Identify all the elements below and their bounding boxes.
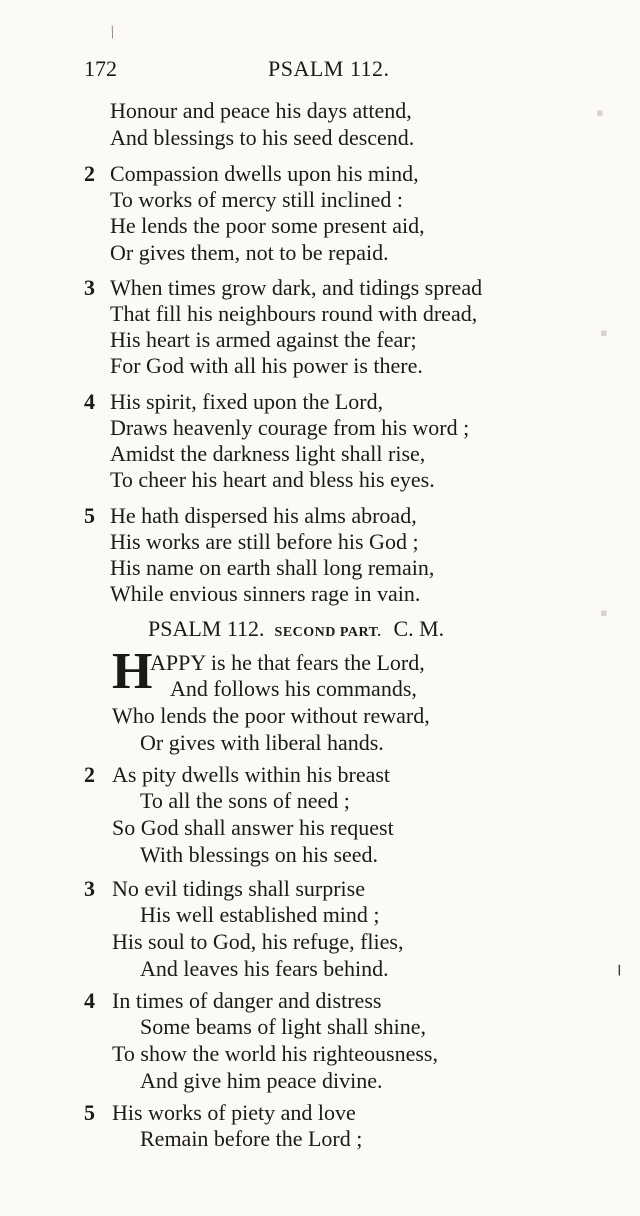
section-meter: C. M. (393, 616, 445, 641)
pencil-mark-icon: / (106, 21, 119, 43)
hymn-line: And leaves his fears behind. (140, 956, 389, 981)
hymn-line: Some beams of light shall shine, (140, 1014, 426, 1039)
hymn-line: That fill his neighbours round with dread, (110, 301, 478, 326)
show-through-mark: ▪ (600, 600, 608, 625)
section-psalm-title: PSALM 112. (148, 616, 265, 641)
page-number: 172 (84, 56, 117, 81)
hymn-line: When times grow dark, and tidings spread (110, 275, 483, 300)
hymn-line: So God shall answer his request (112, 815, 394, 840)
hymn-line: No evil tidings shall surprise (112, 876, 365, 901)
hymn-line: As pity dwells within his breast (112, 762, 391, 787)
hymn-line: Remain before the Lord ; (140, 1126, 363, 1151)
drop-cap: H (112, 643, 153, 700)
hymn-line: His works of piety and love (112, 1100, 356, 1125)
hymn-line: Draws heavenly courage from his word ; (110, 415, 470, 440)
hymn-line: His well established mind ; (140, 902, 380, 927)
hymn-line: Honour and peace his days attend, (110, 98, 412, 123)
verse-number: 2 (84, 762, 95, 787)
hymn-line: To show the world his righteousness, (112, 1041, 438, 1066)
hymn-line: Or gives with liberal hands. (140, 730, 384, 755)
running-title: PSALM 112. (268, 56, 390, 81)
show-through-mark: ▪ (596, 100, 604, 125)
verse-number: 4 (84, 389, 95, 414)
hymn-line: And follows his commands, (170, 676, 417, 701)
hymn-line: To works of mercy still inclined : (110, 187, 403, 212)
verse-number: 5 (84, 503, 95, 528)
hymn-line: To cheer his heart and bless his eyes. (110, 467, 435, 492)
page-header (84, 56, 444, 88)
hymn-line: To all the sons of need ; (140, 788, 350, 813)
hymn-line: And give him peace divine. (140, 1068, 383, 1093)
show-through-mark: ▪ (600, 320, 608, 345)
verse-number: 3 (84, 275, 95, 300)
section-subtitle: SECOND PART. (274, 625, 382, 640)
hymn-line: Amidst the darkness light shall rise, (110, 441, 426, 466)
hymn-line: His works are still before his God ; (110, 529, 419, 554)
hymn-line: He lends the poor some present aid, (110, 213, 425, 238)
hymn-line: He hath dispersed his alms abroad, (110, 503, 417, 528)
hymn-line: In times of danger and distress (112, 988, 382, 1013)
hymn-line: His soul to God, his refuge, flies, (112, 929, 404, 954)
hymn-line: APPY is he that fears the Lord, (150, 650, 425, 675)
verse-number: 4 (84, 988, 95, 1013)
hymn-line: While envious sinners rage in vain. (110, 581, 421, 606)
hymn-line: His spirit, fixed upon the Lord, (110, 389, 384, 414)
verse-number: 3 (84, 876, 95, 901)
stray-mark-icon: ╷ (614, 955, 625, 975)
hymn-line: And blessings to his seed descend. (110, 125, 415, 150)
hymn-line: Or gives them, not to be repaid. (110, 240, 389, 265)
hymn-line: His name on earth shall long remain, (110, 555, 435, 580)
hymn-line: With blessings on his seed. (140, 842, 379, 867)
verse-number: 2 (84, 161, 95, 186)
hymn-line: Who lends the poor without reward, (112, 703, 430, 728)
hymn-line: His heart is armed against the fear; (110, 327, 417, 352)
section-title (148, 616, 444, 642)
hymn-line: Compassion dwells upon his mind, (110, 161, 419, 186)
hymn-line: For God with all his power is there. (110, 353, 423, 378)
verse-number: 5 (84, 1100, 95, 1125)
